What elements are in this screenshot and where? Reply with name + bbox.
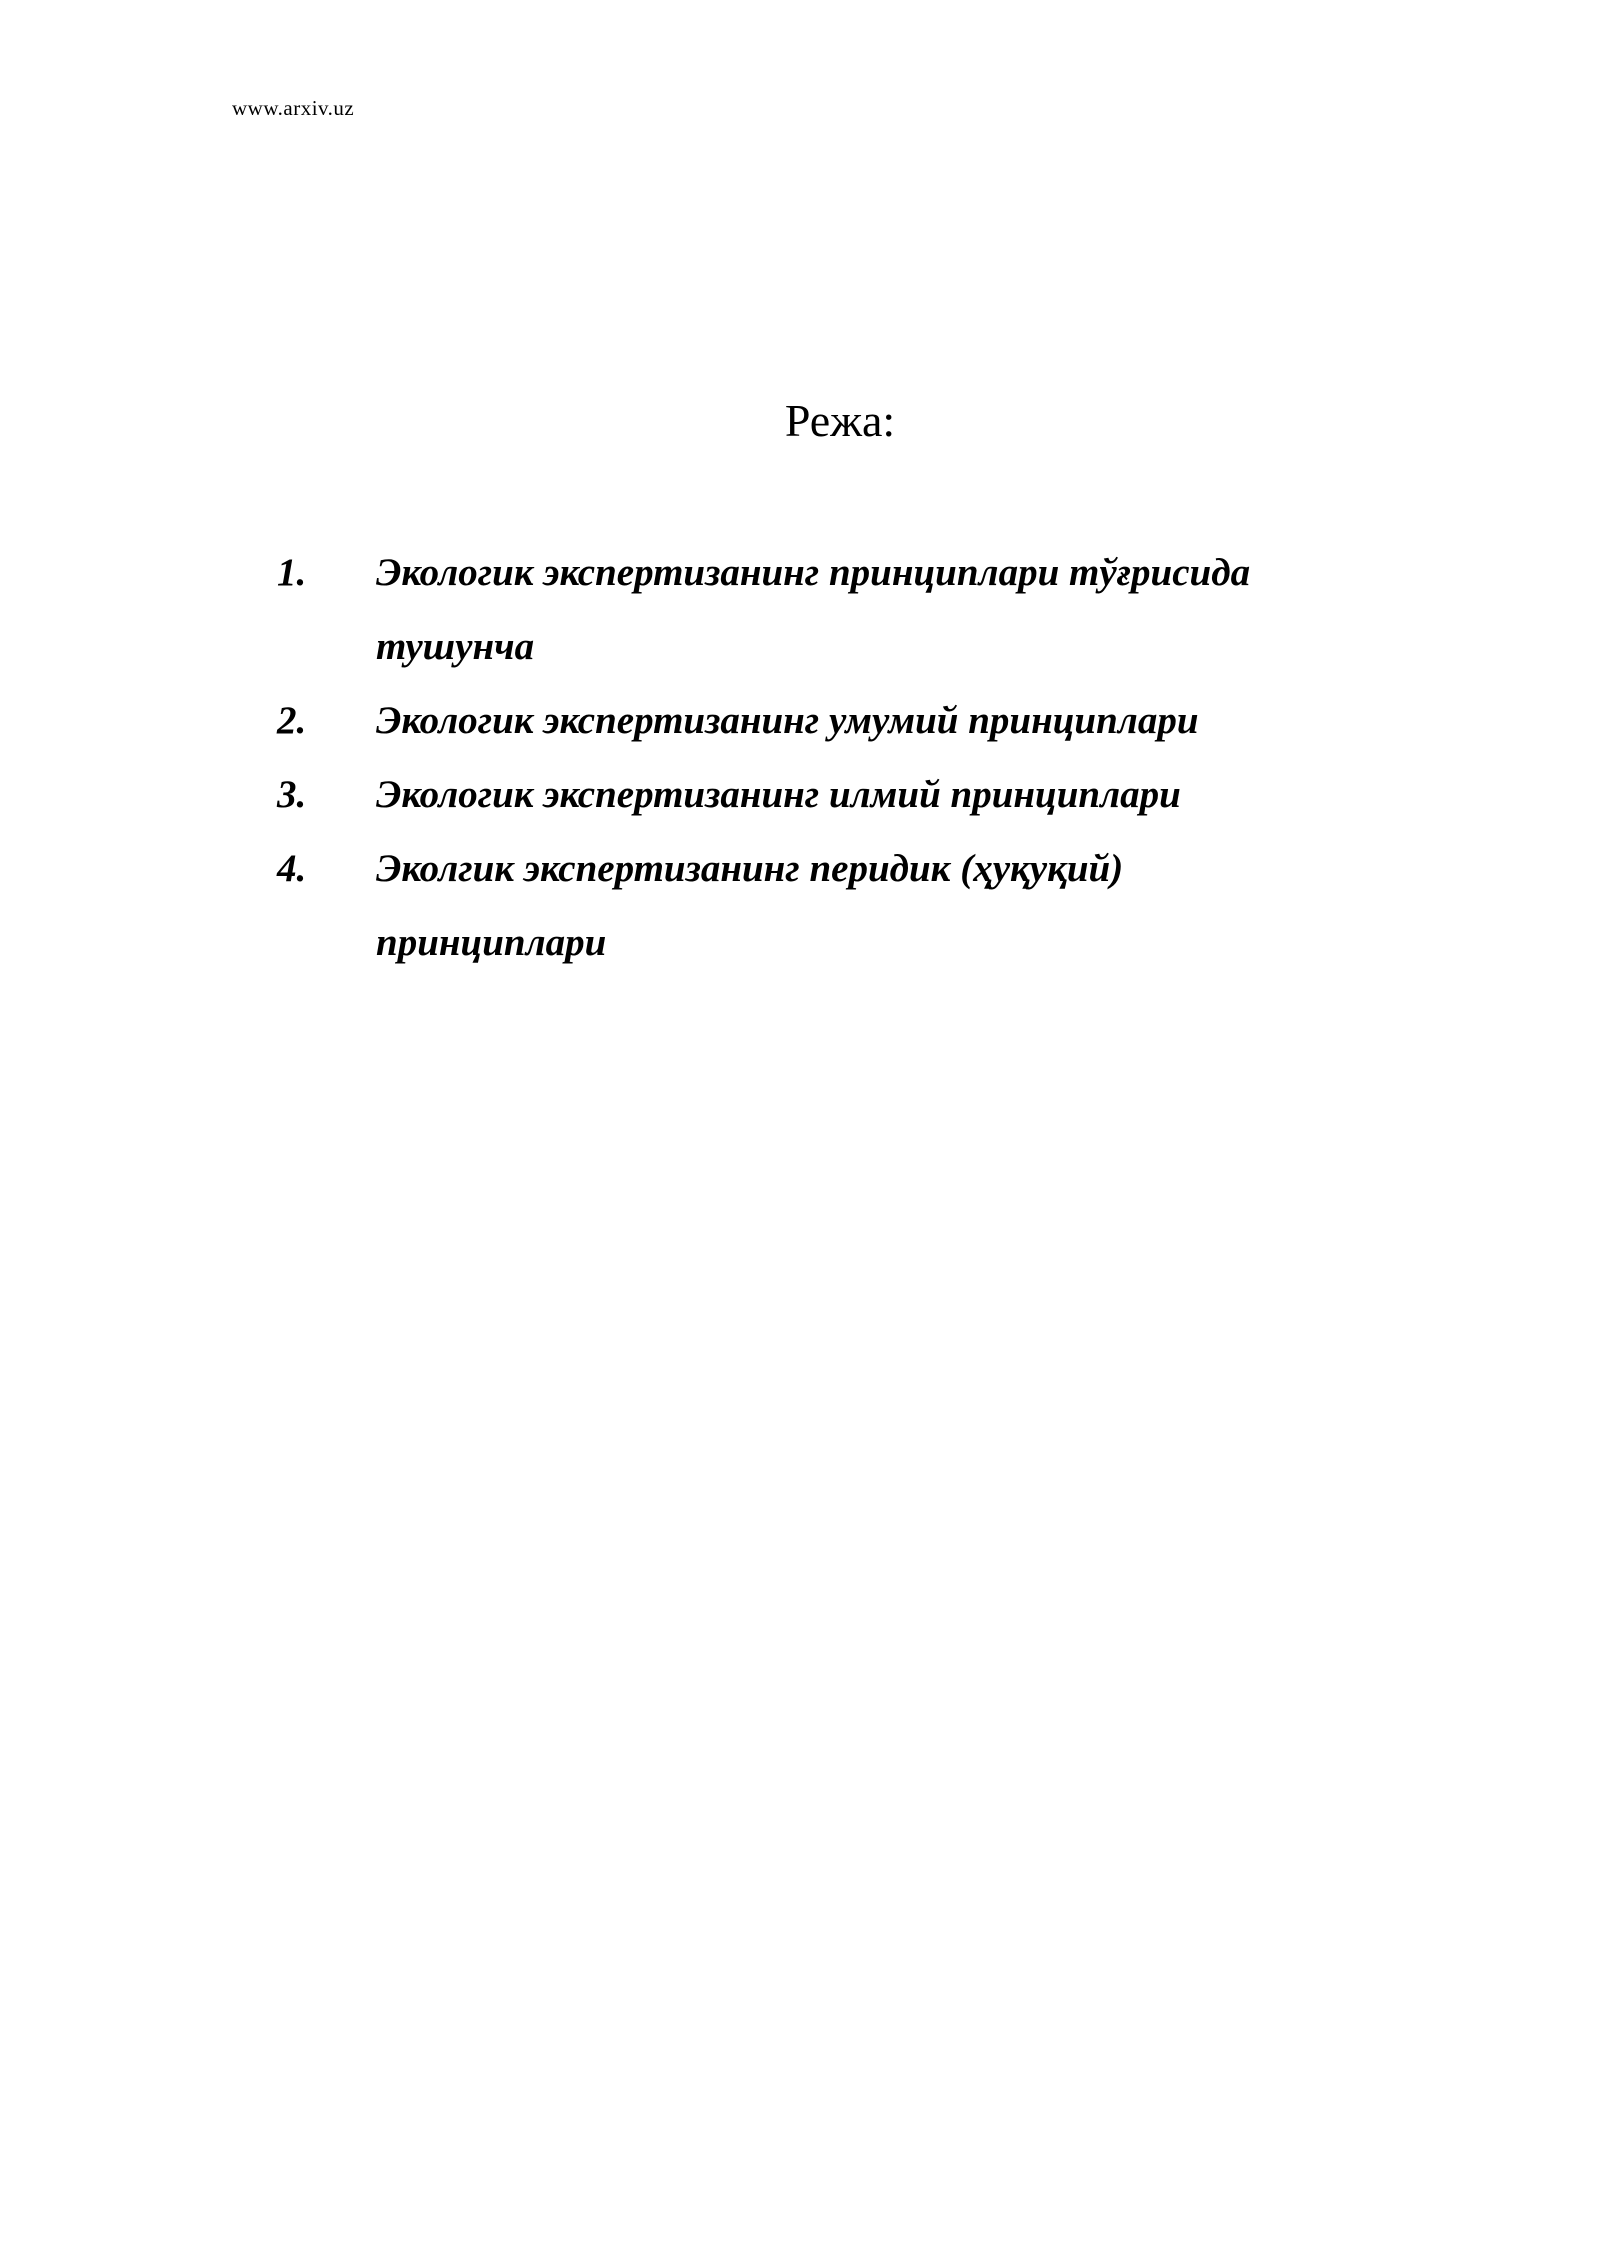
site-url: www.arxiv.uz [232, 96, 355, 120]
plan-item-text: Экологик экспертизанинг илмий принциплари [376, 773, 1181, 816]
plan-item-text: Экологик экспертизанинг принциплари тўғрисида тушунча [376, 551, 1251, 668]
plan-item-number: 1. [277, 551, 307, 594]
plan-item-text: Экологик экспертизанинг умумий принциплари [376, 699, 1199, 742]
plan-list [277, 536, 1397, 980]
plan-item-4 [277, 832, 1397, 980]
plan-item-text: Эколгик экспертизанинг перидик (ҳуқуқий) принциплари [376, 847, 1124, 964]
plan-item-number: 4. [277, 847, 307, 890]
plan-item-number: 3. [277, 773, 307, 816]
plan-item-1 [277, 536, 1397, 684]
plan-item-2 [277, 684, 1397, 758]
plan-title: Режа: [784, 395, 896, 446]
plan-item-3 [277, 758, 1397, 832]
plan-item-number: 2. [277, 699, 307, 742]
